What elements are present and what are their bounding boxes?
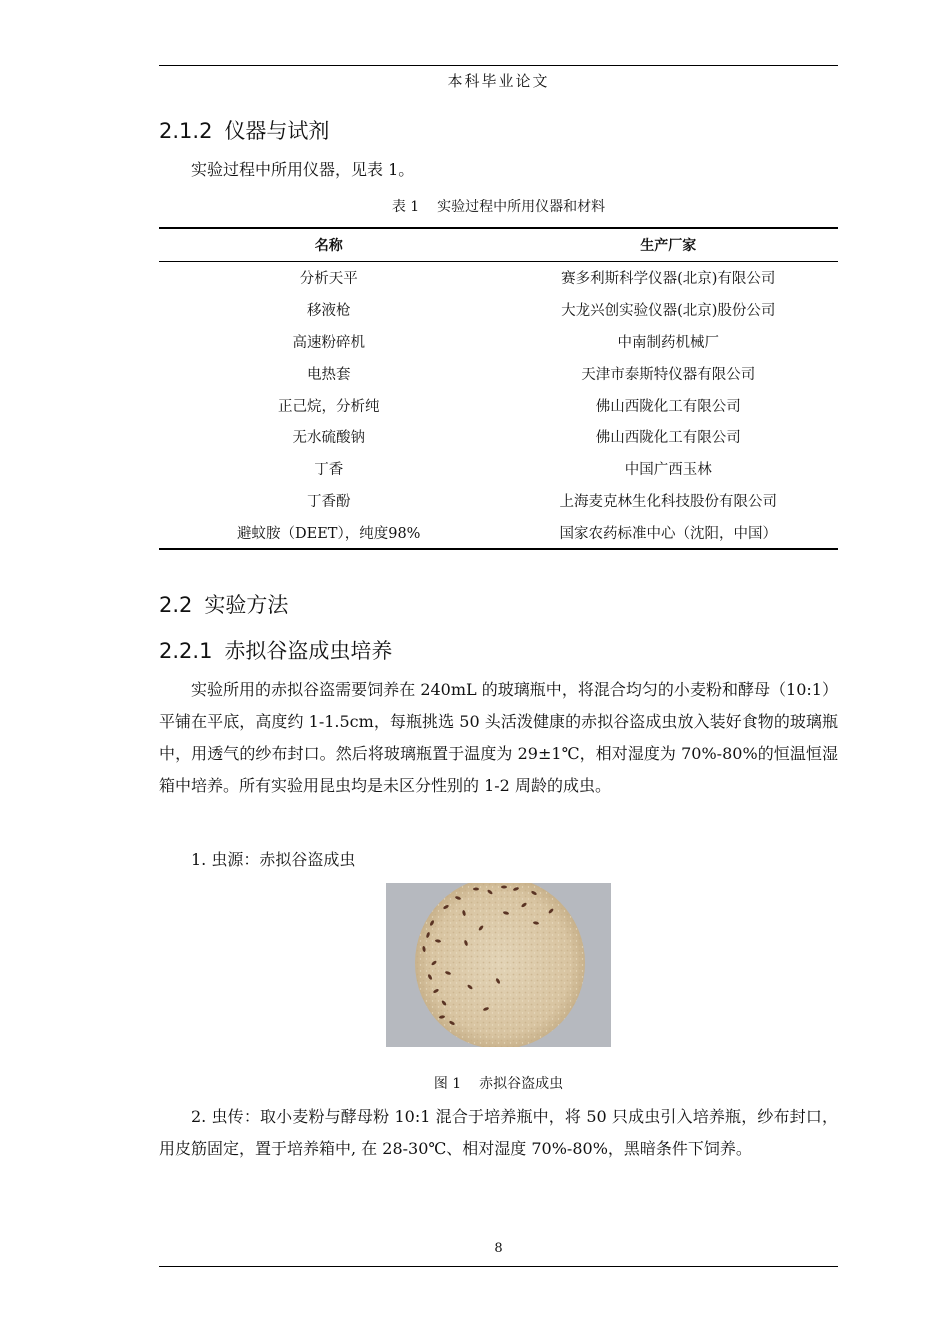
figure-caption (159, 1073, 838, 1093)
list-item-rearing: 2. 虫传：取小麦粉与酵母粉 10:1 混合于培养瓶中，将 50 只成虫引入培养瓶，纱布封口，用皮筋固定，置于培养箱中, 在 28-30℃、相对湿度 70%-80%，黑暗条件下饲养。 (159, 1107, 838, 1158)
cell-manufacturer: 国家农药标准中心（沈阳，中国） (499, 516, 839, 549)
page-number: 8 (494, 1241, 503, 1256)
table-intro-text: 实验过程中所用仪器，见表 1。 (191, 160, 415, 179)
table-row (159, 357, 838, 389)
section-title: 仪器与试剂 (224, 119, 330, 143)
table-row (159, 485, 838, 517)
column-header-name: 名称 (159, 228, 499, 262)
table-row (159, 326, 838, 358)
figure-beetle-culture-photo (386, 883, 611, 1047)
cell-name: 移液枪 (307, 303, 351, 320)
cell-manufacturer: 大龙兴创实验仪器(北京)股份公司 (561, 303, 776, 320)
section-number: 2.2 (159, 593, 193, 617)
section-title: 实验方法 (204, 593, 289, 617)
section-heading-2-2-1 (159, 635, 392, 665)
figure-caption-label: 图 1 (433, 1076, 462, 1092)
cell-name: 电热套 (307, 366, 351, 383)
cell-manufacturer: 佛山西陇化工有限公司 (595, 398, 741, 415)
header-rule (159, 65, 838, 66)
section-heading-2-2 (159, 589, 288, 619)
cell-manufacturer: 天津市泰斯特仪器有限公司 (581, 366, 756, 383)
instruments-table (159, 227, 838, 550)
cell-name: 丁香酚 (307, 493, 351, 510)
running-header: 本科毕业论文 (447, 72, 550, 90)
cell-manufacturer: 上海麦克林生化科技股份有限公司 (559, 493, 777, 510)
table-row (159, 294, 838, 326)
table-row (159, 453, 838, 485)
beetle-culture-illustration (386, 883, 611, 1047)
section-number: 2.1.2 (159, 119, 213, 143)
footer-rule (159, 1266, 838, 1267)
section-number: 2.2.1 (159, 639, 213, 663)
cell-name: 无水硫酸钠 (292, 430, 365, 447)
table-row (159, 389, 838, 421)
table-row (159, 421, 838, 453)
cell-name: 丁香 (314, 462, 344, 479)
section-heading-2-1-2 (159, 115, 329, 145)
cell-name: 避蚊胺（DEET），纯度98% (159, 516, 499, 549)
table-row (159, 262, 838, 294)
list-item-insect-source: 1. 虫源：赤拟谷盗成虫 (191, 850, 356, 869)
table-caption-text: 实验过程中所用仪器和材料 (437, 199, 606, 215)
cell-manufacturer: 中国广西玉林 (624, 462, 712, 479)
cell-manufacturer: 赛多利斯科学仪器(北京)有限公司 (561, 271, 776, 288)
section-title: 赤拟谷盗成虫培养 (224, 639, 393, 663)
figure-caption-text: 赤拟谷盗成虫 (479, 1076, 564, 1092)
cell-name: 分析天平 (299, 271, 358, 288)
column-header-manufacturer: 生产厂家 (499, 228, 839, 262)
body-paragraph: 实验所用的赤拟谷盗需要饲养在 240mL 的玻璃瓶中，将混合均匀的小麦粉和酵母（10:1）平铺在平底，高度约 1-1.5cm，每瓶挑选 50 头活泼健康的赤拟谷盗成虫放入装好食物的玻璃瓶中，用透气的纱布封口。然后将玻璃瓶置于温度为 29±1℃，相对湿度为 70%-80%的恒温恒湿箱中培养。所有实验用昆虫均是未区分性别的 1-2 周龄的成虫。 (159, 680, 838, 795)
table-row (159, 516, 838, 549)
cell-name: 高速粉碎机 (292, 334, 365, 351)
cell-manufacturer: 佛山西陇化工有限公司 (595, 430, 741, 447)
cell-manufacturer: 中南制药机械厂 (617, 334, 719, 351)
table-caption-label: 表 1 (391, 199, 420, 215)
cell-name: 正己烷，分析纯 (278, 398, 380, 415)
table-caption (159, 196, 838, 216)
